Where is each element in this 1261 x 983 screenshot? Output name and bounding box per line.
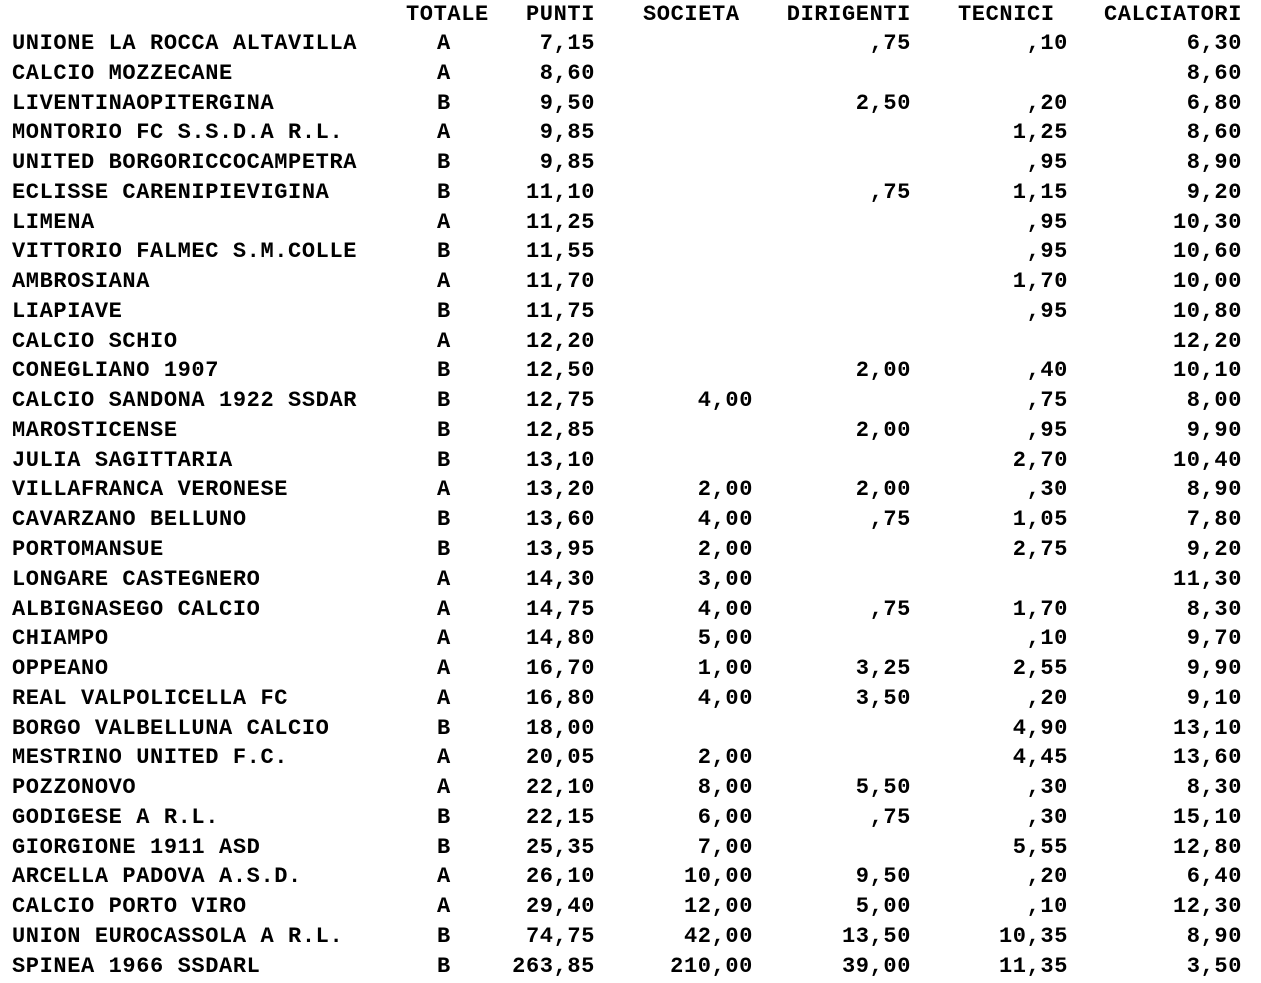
table-row [0,506,1261,536]
team-name: REAL VALPOLICELLA FC [12,685,289,711]
cell-tecnici: ,30 [1026,804,1068,830]
team-name: GODIGESE A R.L. [12,804,220,830]
cell-punti: 74,75 [525,923,595,949]
cell-tecnici: 4,90 [1012,715,1068,741]
table-row [0,447,1261,477]
team-group: A [437,477,451,503]
cell-tecnici: 2,70 [1012,447,1068,473]
team-name: POZZONOVO [12,775,137,801]
header-totale: TOTALE [406,2,489,27]
cell-calciatori: 13,60 [1172,745,1242,771]
team-group: B [437,298,451,324]
cell-tecnici: 5,55 [1012,834,1068,860]
table-body [0,30,1261,983]
cell-societa: 42,00 [683,923,753,949]
team-group: A [437,596,451,622]
header-calciatori: CALCIATORI [1103,2,1242,27]
team-group: B [437,953,451,979]
cell-calciatori: 8,90 [1186,477,1242,503]
cell-tecnici: ,30 [1026,775,1068,801]
cell-punti: 7,15 [539,31,595,56]
cell-punti: 22,15 [525,804,595,830]
cell-calciatori: 15,10 [1172,804,1242,830]
team-name: UNITED BORGORICCOCAMPETRA [12,150,358,176]
cell-punti: 13,20 [525,477,595,503]
cell-tecnici: 1,15 [1012,179,1068,205]
cell-calciatori: 10,60 [1172,239,1242,265]
cell-punti: 11,55 [525,239,595,265]
cell-societa: 5,00 [697,626,753,652]
team-group: B [437,715,451,741]
table-row [0,923,1261,953]
cell-calciatori: 6,30 [1186,31,1242,56]
cell-tecnici: ,95 [1026,150,1068,176]
team-name: LIVENTINAOPITERGINA [12,90,275,116]
team-group: B [437,388,451,414]
cell-calciatori: 8,60 [1186,60,1242,86]
cell-societa: 7,00 [697,834,753,860]
header-punti: PUNTI [525,2,595,27]
cell-calciatori: 9,20 [1186,179,1242,205]
cell-tecnici: ,10 [1026,31,1068,56]
cell-tecnici: ,10 [1026,894,1068,920]
team-group: B [437,537,451,563]
cell-societa: 8,00 [697,775,753,801]
team-group: A [437,328,451,354]
cell-calciatori: 9,70 [1186,626,1242,652]
cell-calciatori: 10,80 [1172,298,1242,324]
cell-dirigenti: ,75 [869,596,911,622]
cell-punti: 13,10 [525,447,595,473]
cell-tecnici: ,20 [1026,864,1068,890]
table-row [0,893,1261,923]
table-row [0,685,1261,715]
team-name: SPINEA 1966 SSDARL [12,953,261,979]
team-name: ECLISSE CARENIPIEVIGINA [12,179,330,205]
team-name: CALCIO SANDONA 1922 SSDAR [12,388,358,414]
team-group: A [437,120,451,146]
cell-dirigenti: 2,00 [855,477,911,503]
cell-calciatori: 8,60 [1186,120,1242,146]
cell-societa: 2,00 [697,745,753,771]
cell-punti: 12,85 [525,417,595,443]
team-group: A [437,566,451,592]
table-row [0,179,1261,209]
cell-dirigenti: ,75 [869,507,911,533]
cell-societa: 4,00 [697,596,753,622]
cell-societa: 210,00 [670,953,753,979]
cell-societa: 4,00 [697,507,753,533]
team-group: B [437,179,451,205]
team-group: B [437,150,451,176]
table-row [0,655,1261,685]
team-name: LIAPIAVE [12,298,123,324]
cell-societa: 12,00 [683,894,753,920]
cell-punti: 16,70 [525,656,595,682]
team-group: A [437,656,451,682]
team-group: B [437,358,451,384]
cell-calciatori: 7,80 [1186,507,1242,533]
table-row [0,328,1261,358]
table-row [0,119,1261,149]
cell-punti: 20,05 [525,745,595,771]
cell-calciatori: 9,90 [1186,417,1242,443]
cell-punti: 16,80 [525,685,595,711]
cell-calciatori: 3,50 [1186,953,1242,979]
table-row [0,149,1261,179]
cell-calciatori: 13,10 [1172,715,1242,741]
team-name: MONTORIO FC S.S.D.A R.L. [12,120,344,146]
table-row [0,715,1261,745]
cell-punti: 8,60 [539,60,595,86]
cell-punti: 14,30 [525,566,595,592]
table-header [0,2,1261,28]
team-name: LIMENA [12,209,95,235]
cell-societa: 1,00 [697,656,753,682]
cell-tecnici: ,95 [1026,209,1068,235]
cell-calciatori: 6,40 [1186,864,1242,890]
cell-punti: 22,10 [525,775,595,801]
table-row [0,387,1261,417]
cell-tecnici: 1,05 [1012,507,1068,533]
team-name: VITTORIO FALMEC S.M.COLLE [12,239,358,265]
cell-punti: 13,95 [525,537,595,563]
header-tecnici: TECNICI [958,2,1055,27]
table-row [0,476,1261,506]
cell-tecnici: ,95 [1026,417,1068,443]
cell-punti: 29,40 [525,894,595,920]
cell-calciatori: 10,40 [1172,447,1242,473]
cell-punti: 26,10 [525,864,595,890]
cell-calciatori: 10,00 [1172,269,1242,295]
team-name: BORGO VALBELLUNA CALCIO [12,715,330,741]
table-row [0,209,1261,239]
table-row [0,357,1261,387]
team-name: OPPEANO [12,656,109,682]
table-row [0,30,1261,60]
header-societa: SOCIETA [643,2,740,27]
cell-calciatori: 12,20 [1172,328,1242,354]
table-row [0,953,1261,983]
team-name: LONGARE CASTEGNERO [12,566,261,592]
cell-calciatori: 12,30 [1172,894,1242,920]
cell-punti: 11,75 [525,298,595,324]
team-group: A [437,269,451,295]
cell-calciatori: 10,10 [1172,358,1242,384]
cell-calciatori: 8,30 [1186,775,1242,801]
table-row [0,298,1261,328]
cell-punti: 14,80 [525,626,595,652]
cell-societa: 2,00 [697,537,753,563]
cell-tecnici: 2,55 [1012,656,1068,682]
cell-tecnici: 11,35 [998,953,1068,979]
cell-dirigenti: 2,50 [855,90,911,116]
team-group: A [437,864,451,890]
cell-tecnici: 4,45 [1012,745,1068,771]
team-group: A [437,775,451,801]
team-group: B [437,90,451,116]
team-name: GIORGIONE 1911 ASD [12,834,261,860]
team-name: CHIAMPO [12,626,109,652]
cell-calciatori: 8,90 [1186,923,1242,949]
team-name: CALCIO MOZZECANE [12,60,233,86]
cell-tecnici: ,10 [1026,626,1068,652]
table-row [0,625,1261,655]
team-name: MAROSTICENSE [12,417,178,443]
team-name: ARCELLA PADOVA A.S.D. [12,864,302,890]
cell-dirigenti: ,75 [869,179,911,205]
team-group: B [437,834,451,860]
cell-societa: 3,00 [697,566,753,592]
cell-punti: 9,50 [539,90,595,116]
table-row [0,566,1261,596]
cell-calciatori: 8,30 [1186,596,1242,622]
cell-punti: 9,85 [539,150,595,176]
table-row [0,804,1261,834]
cell-punti: 12,50 [525,358,595,384]
cell-punti: 11,10 [525,179,595,205]
cell-calciatori: 9,10 [1186,685,1242,711]
cell-punti: 12,75 [525,388,595,414]
team-name: UNIONE LA ROCCA ALTAVILLA [12,31,358,56]
cell-tecnici: ,95 [1026,239,1068,265]
cell-calciatori: 8,90 [1186,150,1242,176]
team-name: VILLAFRANCA VERONESE [12,477,289,503]
team-group: A [437,31,451,56]
table-row [0,834,1261,864]
cell-dirigenti: 3,50 [855,685,911,711]
team-name: CONEGLIANO 1907 [12,358,220,384]
table-row [0,863,1261,893]
cell-punti: 263,85 [512,953,595,979]
team-name: ALBIGNASEGO CALCIO [12,596,261,622]
team-group: A [437,209,451,235]
cell-dirigenti: 3,25 [855,656,911,682]
team-name: CAVARZANO BELLUNO [12,507,247,533]
team-group: A [437,60,451,86]
cell-dirigenti: 9,50 [855,864,911,890]
cell-punti: 13,60 [525,507,595,533]
team-group: B [437,239,451,265]
table-row [0,417,1261,447]
team-group: B [437,507,451,533]
table-row [0,744,1261,774]
team-name: CALCIO PORTO VIRO [12,894,247,920]
cell-punti: 11,25 [525,209,595,235]
cell-dirigenti: 2,00 [855,417,911,443]
cell-dirigenti: 13,50 [841,923,911,949]
cell-dirigenti: 2,00 [855,358,911,384]
cell-dirigenti: 39,00 [841,953,911,979]
cell-punti: 25,35 [525,834,595,860]
table-row [0,90,1261,120]
cell-tecnici: ,20 [1026,685,1068,711]
team-group: B [437,923,451,949]
team-group: A [437,894,451,920]
cell-tecnici: 10,35 [998,923,1068,949]
cell-tecnici: ,40 [1026,358,1068,384]
cell-dirigenti: ,75 [869,804,911,830]
cell-calciatori: 10,30 [1172,209,1242,235]
team-name: JULIA SAGITTARIA [12,447,233,473]
team-group: A [437,626,451,652]
cell-tecnici: 1,70 [1012,596,1068,622]
cell-tecnici: ,95 [1026,298,1068,324]
table-row [0,238,1261,268]
cell-tecnici: ,30 [1026,477,1068,503]
team-group: B [437,447,451,473]
team-name: PORTOMANSUE [12,537,164,563]
cell-societa: 4,00 [697,388,753,414]
cell-tecnici: ,75 [1026,388,1068,414]
cell-punti: 12,20 [525,328,595,354]
cell-punti: 18,00 [525,715,595,741]
cell-dirigenti: 5,00 [855,894,911,920]
header-dirigenti: DIRIGENTI [786,2,911,27]
table-row [0,60,1261,90]
cell-societa: 6,00 [697,804,753,830]
team-group: B [437,417,451,443]
cell-calciatori: 6,80 [1186,90,1242,116]
cell-tecnici: ,20 [1026,90,1068,116]
table-row [0,596,1261,626]
team-group: B [437,804,451,830]
cell-societa: 10,00 [683,864,753,890]
table-row [0,536,1261,566]
cell-societa: 4,00 [697,685,753,711]
cell-calciatori: 8,00 [1186,388,1242,414]
cell-calciatori: 12,80 [1172,834,1242,860]
cell-punti: 9,85 [539,120,595,146]
team-name: CALCIO SCHIO [12,328,178,354]
cell-punti: 11,70 [525,269,595,295]
team-name: AMBROSIANA [12,269,151,295]
cell-punti: 14,75 [525,596,595,622]
team-name: MESTRINO UNITED F.C. [12,745,289,771]
cell-calciatori: 9,20 [1186,537,1242,563]
team-group: A [437,685,451,711]
table-row [0,774,1261,804]
cell-dirigenti: ,75 [869,31,911,56]
cell-tecnici: 1,70 [1012,269,1068,295]
cell-calciatori: 9,90 [1186,656,1242,682]
team-name: UNION EUROCASSOLA A R.L. [12,923,344,949]
cell-tecnici: 2,75 [1012,537,1068,563]
cell-tecnici: 1,25 [1012,120,1068,146]
cell-societa: 2,00 [697,477,753,503]
team-group: A [437,745,451,771]
cell-dirigenti: 5,50 [855,775,911,801]
cell-calciatori: 11,30 [1172,566,1242,592]
table-row [0,268,1261,298]
